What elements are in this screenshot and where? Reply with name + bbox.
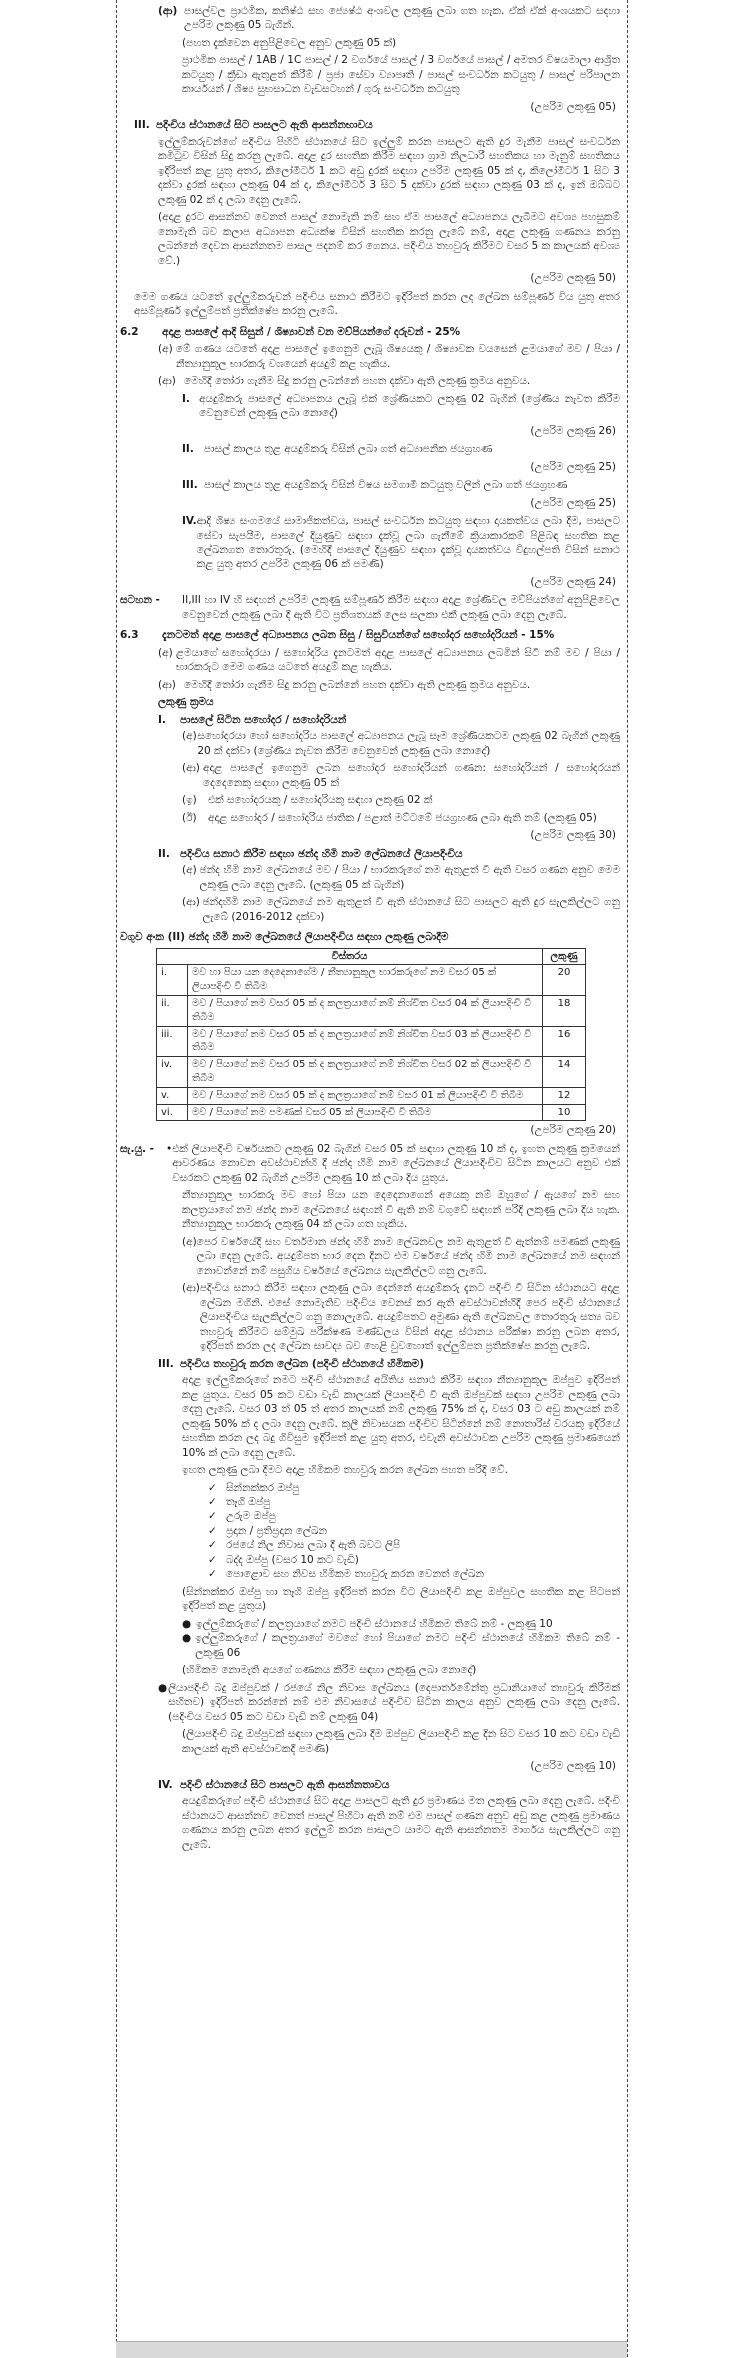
subsection-label: III. (134, 119, 150, 132)
note-label: සැ.යු. - (120, 1142, 155, 1155)
subsection-iv (158, 1778, 620, 1792)
max-score: (උපරිම ලකුණු 26) (530, 424, 616, 437)
item-text: පාසල්වල ප්‍රාථමික, කනිෂ්ඨ සහ ජ්‍යෙෂ්ඨ අංශවල ලකුණු ලබා ගත හැක. ඒක් ඒක් අංශයකට සදහා උපරිම ලකුණු 05 බැගින්. (184, 5, 620, 32)
table-cell-index: v. (157, 1087, 188, 1104)
item-label: (අ) (158, 646, 173, 659)
document-name: තෑගි ඔප්පු (226, 1496, 271, 1508)
list-item-text: ආදි ශිෂ්‍ය සංගමයේ සාමාජිකත්වය, පාසල් සංවර්ධන කටයුතු සඳහා දායකත්වය ලබා දීම, පාසලට සේවා සැපයීම, පාසලේ දියුණුව සඳහා දැක්වූ ලබා ගැනීමේ ක්‍රියාකාරකම් පිළිබඳ සහතික කළ ලේඛනගත තොරතුරු. (මෙහිදී පාසලේ දියුණුව සඳහා දැක්වූ දායකත්වය විදුහල්පති විසින් සනාථ කළ යුතු අතර උපරිම ලකුණු 06 ක් පමණි) (196, 515, 620, 571)
table-cell-index: i. (157, 965, 188, 996)
list-item-text: ඡන්ද හිමි නාම ලේඛනයේ මව / පියා / භාරකරුගේ නම ඇතුළත් වී ඇති වසර ගණන අනුව මෙම ලකුණු ලබා දෙනු ලැබේ. (ලකුණු 05 ක් බැගින්) (199, 864, 620, 891)
max-score: (උපරිම ලකුණු 05) (530, 100, 616, 113)
list-item-number: III. (182, 479, 198, 492)
list-item-label: (ආ) (182, 762, 200, 775)
subsection-heading: පාසලේ සිටින සහෝදර / සහෝදරියන් (180, 713, 347, 726)
list-item (182, 761, 620, 790)
document-list-item (208, 1524, 620, 1538)
table-row (157, 996, 586, 1027)
list-item-text: ඡන්දහිමි නාම ලේඛනයේ නම ඇතුළත් වී ඇති ස්ථානයේ සිට පාසලට ඇති දුර සැලකිල්ලට ගනු ලැබේ (2016-2012 දක්වා) (202, 896, 620, 923)
note-item-a (182, 1235, 620, 1278)
ownership-text: ඉල්ලුම්කරුගේ / කලත්‍රයාගේ මවගේ හෝ පියාගේ නමට පදිංචි ස්ථානයේ හිමිකම තිබේ නම් - ලකුණු 06 (195, 1632, 620, 1659)
item-text: මෙහිදී තෝරා ගැනීම සිදු කරනු ලබන්නේ පහත දක්වා ඇති ලකුණු ක්‍රමය අනුවය. (184, 678, 531, 691)
paragraph: අයදුම්කරුගේ පදිංචි ස්ථානයේ සිට අදාළ පාසලට ඇති දුර ප්‍රමාණය මත ලකුණු ලබා දෙනු ලැබේ. පදිංචි ස්ථානයට ආසන්නව වෙනත් පාසල් පිහිටා ඇති නම් එම පාසල් ගණන අනුව අඩු කළ ලකුණු ප්‍රමාණය ගණනය කරනු ලබන අතර ඉල්ලුම් කරන පාසලට යාමට ඇති ආසන්නතම මාර්ගය සැලකිල්ලට ගනු ලැබේ. (182, 1795, 620, 1851)
document-list-item (208, 1553, 620, 1567)
note-item-b (182, 1281, 620, 1353)
table-header-description: විස්තරය (157, 948, 543, 965)
subsection-heading: පදිංචි ස්ථානයේ සිට පාසලට ඇති ආසන්නතාවය (180, 1778, 390, 1791)
paragraph: අදාළ ඉල්ලුම්කරුගේ නමට පදිංචි ස්ථානයේ අයිතිය සනාථ කිරීම සඳහා නීත්‍යානුකූල ඔප්පුව ඉදිරිපත් කළ යුතුය. වසර 05 කට වඩා වැඩි කාලයක් ලියාපදිංචි වී ඇති ඔප්පුවක් සඳහා උපරිම ලකුණු ලබා දෙනු ලැබේ. වසර 03 ත් 05 ත් අතර කාලයක් නම් ලකුණු 75% ක් ද, වසර 03 ට අඩු කාලයක් නම් ලකුණු 50% ක් ද ලබා දෙනු ලැබේ. කුලී නිවාසයක පදිංචිව සිටින්නේ නම් නොතාරිස් වරයකු ඉදිරියේ සහතික කරන ලද බදු ගිවිසුම ඉදිරිපත් කළ යුතු අතර, එවැනි අවස්ථාවක උපරිම ලකුණු ප්‍රමාණයෙන් 10% ක් ලබා දෙනු ලැබේ. (182, 1374, 620, 1459)
bullet-icon: ● (182, 1617, 192, 1630)
check-icon: ✓ (208, 1568, 217, 1581)
check-icon: ✓ (208, 1496, 217, 1508)
ownership-bullet (182, 1617, 620, 1631)
documents-note: (සින්නක්කර ඔප්පු හා තෑගි ඔප්පු ඉදිරිපත් කරන විට ලියාපදිංචි කළ ඔප්පුවල සහතික කළ පිටපත් ඉදිරිපත් කළ යුතුය) (182, 1585, 620, 1613)
item-label: (අ) (158, 343, 173, 356)
subsection-label: III. (158, 1357, 174, 1370)
document-name: රජයේ නිල නිවාස ලබා දී ඇති බවට ලිපි (226, 1539, 401, 1552)
paragraph-note: (අදාළ දුරට ආසන්නව වෙනත් පාසල් නොමැති නම් සහ ඒම පාසලේ අධ්‍යාපනය ලැබීමට අවශ්‍ය පහසුකම් නොමැති බව කලාප අධ්‍යාපන අධ්‍යක්ෂ විසින් සහතික කරනු ලැබේ නම්, අදාළ ලකුණු ගණනය කරනු ලබන්නේ දෙවන ආසන්නතම පාසල පදනම් කර ගෙනය. පදිංචිය තහවුරු කිරීමට වසර 5 ක කාලයක් අවශ්‍ය වේ.) (158, 211, 620, 267)
table-row (157, 1057, 586, 1088)
table-cell-index: iv. (157, 1057, 188, 1088)
closing-paragraph: මෙම ගණය යටතේ ඉල්ලුම්කරුවන් පදිංචිය සනාථ කිරීමට ඉදිරිපත් කරන ලද ලේඛන සම්පූර්ණ විය යුතු අතර අසම්පූර්ණ ඉල්ලුම්පත් ප්‍රතික්ෂේප කරනු ලැබේ. (134, 290, 620, 318)
list-item (182, 478, 620, 492)
subsection-heading: පදිංචිය තහවුරු කරන ලේඛන (පදිංචි ස්ථානයේ හිමිකම) (180, 1357, 424, 1370)
item-label: (ආ) (158, 678, 176, 691)
table-caption: වගුව අංක (II) ඡන්ද හිමි නාම ලේඛනයේ ලියාපදිංචිය සඳහා ලකුණු ලබාදීම (120, 931, 449, 944)
item-note: (පහත දැක්වෙන අනුපිළිවෙල අනුව ලකුණු 05 ක්) (182, 36, 397, 49)
list-item (182, 793, 620, 807)
item-a (158, 646, 620, 675)
table-row (157, 1087, 586, 1104)
list-item (182, 514, 620, 572)
item-a (158, 342, 620, 371)
list-item-label: (අ) (182, 864, 197, 877)
table-cell-marks: 16 (543, 1026, 586, 1057)
check-icon: ✓ (208, 1553, 217, 1566)
max-score: (උපරිම ලකුණු 25) (530, 496, 616, 509)
table-cell-description: මව / පියාගේ නම පමණක් වසර 05 ක් ලියාපදිංචි වී තිබීම (188, 1104, 543, 1121)
table-cell-marks: 18 (543, 996, 586, 1027)
lease-text: ලියාපදිංචි බදු ඔප්පුවක් / රජයේ නිල නිවාස ලේඛනය (දෙපාර්තමේන්තු ප්‍රධානියාගේ තහවුරු කිරීමක් සහිතව) ඉදිරිපත් කරන්නේ නම් එම නිවාසයේ පදිංචිව සිටින කාලය අනුව ලකුණු ලබා දෙනු ලැබේ. (පදිංචිය වසර 05 කට වඩා වැඩි නම් ලකුණු 04) (168, 1681, 620, 1723)
list-item-label: (ඉ) (182, 794, 197, 807)
section-number: 6.2 (120, 325, 139, 338)
note-text: එක් ලියාපදිංචි වර්ෂයකට ලකුණු 02 බැගින් වසර 05 ක් සඳහා ලකුණු 10 ක් ද, ඉහත ලකුණු ක්‍රමයෙන් ආවරණය නොවන අවස්ථාවන්හි දී ඡන්ද හිමි නාම ලේඛනයේ ලියාපදිංචිව සිටින කාලයට අනුව එක් වසරකට ලකුණු 02 බැගින් උපරිම ලකුණු 10 ක් ලබා දිය යුතුය. (172, 1142, 620, 1184)
table-cell-index: ii. (157, 996, 188, 1027)
check-icon: ✓ (208, 1539, 217, 1552)
max-score: (උපරිම ලකුණු 10) (530, 1760, 616, 1773)
bullet-icon: ● (158, 1681, 168, 1694)
subsection-label: II. (158, 847, 170, 860)
subsection-i (158, 713, 620, 727)
table-cell-index: iii. (157, 1026, 188, 1057)
check-icon: ✓ (208, 1481, 217, 1494)
note (120, 1142, 620, 1185)
document-content (120, 4, 620, 1855)
list-item-text: අයදුම්කරු පාසලේ අධ්‍යාපනය ලැබූ එක් ශ්‍රේණියකට ලකුණු 02 බැගින් (ශ්‍රේණිය නැවත කිරීම වෙනුවෙන් ලකුණු ලබා නොදේ) (199, 392, 620, 420)
document-name: පොළොව සහ නිවස හිමිකම තහවුරු කරන වෙනත් ලේඛන (226, 1568, 485, 1581)
subsection-ii (158, 847, 620, 861)
list-item-text: අදාළ සහෝදර / සහෝදරිය ජාතික / පළාත් මට්ටමේ ජයග්‍රහණ ලබා ඇති නම් (ලකුණු 05) (208, 811, 597, 824)
list-item (182, 729, 620, 758)
bullet-icon: • (166, 1142, 173, 1155)
item-text: ළමයාගේ සහෝදරයා / සහෝදරිය දැනටමත් අදාළ පාසලේ අධ්‍යාපනය ලබමින් සිටී නම් මව / පියා / භාරකරුට මෙම ගණය යටතේ අයදුම් කළ හැකිය. (175, 646, 620, 674)
list-item-number: I. (182, 392, 190, 405)
table-cell-description: මව හා පියා යන දෙදෙනාගේම / නීත්‍යානුකූල භාරකරුගේ නම වසර 05 ක් ලියාපදිංචි වී තිබීම (188, 965, 543, 996)
item-label: (ආ) (158, 375, 176, 388)
document-list-item (208, 1538, 620, 1552)
lease-bullet (158, 1681, 620, 1724)
item-b (158, 374, 620, 388)
list-item-label: (අ) (182, 730, 197, 743)
table-header-marks: ලකුණු (543, 948, 586, 965)
item-label: (ආ) (158, 5, 178, 17)
document-name: උරුම ඔප්පු (226, 1510, 276, 1523)
table-row (157, 1104, 586, 1121)
documents-intro: ඉහත ලකුණු ලබා දීමට අදාළ හිමිකම තහවුරු කරන ලේඛන පහත පරිදි වේ. (182, 1464, 508, 1477)
table-cell-marks: 14 (543, 1057, 586, 1088)
document-list-item (208, 1495, 620, 1509)
max-score: (උපරිම ලකුණු 25) (530, 460, 616, 473)
subsection-heading: පදිංචිය සනාථ කිරීම සඳහා ඡන්ද හිමි නාම ලේඛනයේ ලියාපදිංචිය (180, 847, 463, 860)
section-6-2 (120, 325, 620, 339)
ownership-bullet (182, 1631, 620, 1660)
section-heading: අදාළ පාසලේ ආදි සිසුන් / ශිෂ්‍යාවන් වන මව්පියන්ගේ දරුවන් - 25% (162, 325, 461, 338)
note (120, 593, 620, 622)
table-cell-marks: 20 (543, 965, 586, 996)
right-margin-line (627, 0, 628, 2357)
subsection-label: IV. (158, 1778, 173, 1791)
registration-marks-table (156, 948, 586, 1122)
marks-title: ලකුණු ක්‍රමය (158, 696, 214, 709)
subsection-iii (158, 1357, 620, 1371)
max-score: (උපරිම ලකුණු 50) (530, 272, 616, 285)
list-item-number: II. (182, 443, 194, 456)
list-item-text: පාසල් කාලය තුළ අයදුම්කරු විසින් ලබා ගත් අධ්‍යාපනික ජයග්‍රහණ (204, 443, 493, 456)
table-row (157, 1026, 586, 1057)
list-item-number: IV. (182, 515, 197, 528)
subsection-iii (134, 118, 620, 132)
table-cell-marks: 10 (543, 1104, 586, 1121)
page-footer-bar (116, 2341, 627, 2358)
ownership-note: (හිමිකම නොමැති අයගේ ගණනය කිරීම සඳහා ලකුණු ලබා නොදේ) (182, 1664, 477, 1677)
list-item-text: එක් සහෝදරයකු / සහෝදරියකු සඳහා ලකුණු 02 ක් (208, 794, 433, 807)
table-cell-index: vi. (157, 1104, 188, 1121)
paragraph: ඉල්ලුම්කරුවන්ගේ පදිංචිය පිහිටි ස්ථානයේ සිට ඉල්ලුම් කරන පාසලට ඇති දුර මැනීම පාසල් සංවර්ධන කමිටුව විසින් සිදු කරනු ලැබේ. අදාළ දුර සහතික කිරීම සඳහා ග්‍රාම නිලධාරී සහතිකය හා මැනුම් සහතිකය ඉදිරිපත් කළ යුතු අතර, කිලෝමීටර් 1 කට අඩු දුරක් සඳහා උපරිම ලකුණු 05 ක් ද, කිලෝමීටර් 1 සිට 3 දක්වා දුරක් සඳහා ලකුණු 04 ක් ද, කිලෝමීටර් 3 සිට 5 දක්වා දුරක් සඳහා ලකුණු 03 ක් ද, ඉන් ඔබ්බට ලකුණු 02 ක් ද ලබා දෙනු ලැබේ. (158, 135, 620, 206)
table-row (157, 965, 586, 996)
note-text-continued: නීත්‍යානුකූල භාරකරු මව හෝ පියා යන දෙදෙනාගෙන් අයෙකු නම් ඔහුගේ / ඇයගේ නම සහ කලත්‍රයාගේ නම ඡන්ද නාම ලේඛනයේ සඳහන් වී ඇති නම් වගුවේ සඳහන් පරිදි ලකුණු ලබා දිය හැක. නීත්‍යානුකූල භාරකරු ලකුණු 04 ක් ලබා ගත හැකිය. (182, 1189, 620, 1231)
table-header-row (157, 948, 586, 965)
item-a (158, 4, 620, 33)
item-list: ප්‍රාථමික පාසල් / 1AB / 1C පාසල් / 2 වර්ගයේ පාසල් / 3 වර්ගයේ පාසල් / අමතර විෂයමාලා ආශ්‍රිත කටයුතු / ක්‍රීඩා ඇතුළත් කිරීම් / ප්‍රජා සේවා ව්‍යාපෘති / පාසල් සංවර්ධන කටයුතු / පාසල් පරිපාලන කාර්යයන් / ශිෂ්‍ය සුභසාධන වැඩසටහන් / ගුරු සංවර්ධන කටයුතු (182, 54, 620, 96)
list-item (182, 392, 620, 421)
document-name: බද්ද ඔප්පු (වසර 10 කට වැඩි) (226, 1553, 359, 1566)
bullet-icon: ● (182, 1632, 192, 1645)
note-item-text: පදිංචිය සනාථ කිරීම සඳහා ලකුණු ලබා දෙන්නේ අයදුම්කරු දැනට පදිංචි වී සිටින ස්ථානයට අදාළ ලේඛන මගිනි. එසේ නොමැතිව පදිංචිය වෙනස් කර ඇති අවස්ථාවන්හිදී පෙර පදිංචි ස්ථානයේ ලියාපදිංචිය සැලකිල්ලට ගනු නොලැබේ. අයදුම්පතට අමුණා ඇති ලේඛනවල තොරතුරු සත්‍ය බව තහවුරු කිරීමට සම්මුඛ පරීක්ෂණ මණ්ඩලය විසින් අදාළ ස්ථානය පරීක්ෂා කරනු ලබන අතර, ඉදිරිපත් කරන ලද ලේඛන සාවද්‍ය බව හෙළි වුවහොත් ඉල්ලුම්පත ප්‍රතික්ෂේප කරනු ලැබේ. (199, 1282, 620, 1353)
document-name: සින්නක්කර ඔප්පු (226, 1481, 300, 1494)
subsection-label: I. (158, 713, 166, 726)
document-list-item (208, 1509, 620, 1523)
check-icon: ✓ (208, 1510, 217, 1523)
list-item-label: (ආ) (182, 896, 200, 909)
table-cell-marks: 12 (543, 1087, 586, 1104)
note-item-text: පෙර වර්ෂයේදී සහ වර්තමාන ඡන්ද හිමි නාම ලේඛනවල නම ඇතුළත් වී ඇත්නම් පමණක් ලකුණු ලබා දෙනු ලැබේ. අයදුම්පත භාර දෙන දිනට එම වර්ෂයේ ඡන්ද හිමි නාම ලේඛනයේ නම සඳහන් නොවන්නේ නම් පසුගිය වර්ෂයේ ලේඛනය සැලකිල්ලට ගනු ලැබේ. (196, 1235, 620, 1277)
max-score: (උපරිම ලකුණු 30) (530, 829, 616, 842)
document-name: ප්‍රදාන / ප්‍රතිප්‍රදාන ලේඛන (226, 1524, 327, 1537)
list-item-text: සහෝදරයා හෝ සහෝදරිය පාසලේ අධ්‍යාපනය ලැබූ සෑම ශ්‍රේණියකටම ලකුණු 02 බැගින් ලකුණු 20 ක් දක්වා (ශ්‍රේණිය නැවත කිරීම වෙනුවෙන් ලකුණු ලබා නොදේ) (197, 730, 620, 757)
table-cell-description: මව / පියාගේ නම වසර 05 ක් ද කලත්‍රයාගේ නම් නිශ්චිත වසර 03 ක් ලියාපදිංචි වී තිබීම (188, 1026, 543, 1057)
list-item (182, 811, 620, 825)
lease-note: (ලියාපදිංචි බදු ඔප්පුවක් සඳහා ලකුණු ලබා දීම ඔප්පුව ලියාපදිංචි කළ දින සිට වසර 10 කට වඩා වැඩි කාලයක් ඇති අවස්ථාවකදී පමණි) (182, 1728, 620, 1755)
note-item-label: (අ) (182, 1235, 197, 1248)
table-cell-description: මව / පියාගේ නම වසර 05 ක් ද කලත්‍රයාගේ නම් නිශ්චිත වසර 04 ක් ලියාපදිංචි වී තිබීම (188, 996, 543, 1027)
item-text: මෙහිදී තෝරා ගැනීම සිදු කරනු ලබන්නේ පහත දක්වා ඇති ලකුණු ක්‍රමය අනුවය. (184, 375, 531, 388)
ownership-text: ඉල්ලුම්කරුගේ / කලත්‍රයාගේ නමට පදිංචි ස්ථානයේ හිමිකම තිබේ නම් - ලකුණු 10 (196, 1617, 553, 1630)
max-score: (උපරිම ලකුණු 20) (530, 1124, 616, 1137)
note-item-label: (ආ) (182, 1282, 200, 1295)
max-score: (උපරිම ලකුණු 24) (530, 575, 616, 588)
item-text: මේ ගණය යටතේ අදාළ පාසලේ ඉගෙනුම ලැබූ ශිෂ්‍යයකු / ශිෂ්‍යාවක වයසෙන් ළමයාගේ මව / පියා / නීත්‍යානුකූල භාරකරු වශයෙන් අයදුම් කළ හැකිය. (175, 343, 620, 370)
item-b (158, 678, 620, 692)
section-heading: දැනටමත් අදාළ පාසලේ අධ්‍යාපනය ලබන සිසු / සිසුවියන්ගේ සහෝදර සහෝදරියන් - 15% (162, 629, 555, 642)
list-item (182, 442, 620, 456)
table-cell-description: මව / පියාගේ නම වසර 05 ක් ද කලත්‍රයාගේ නම් නිශ්චිත වසර 02 ක් ලියාපදිංචි වී තිබීම (188, 1057, 543, 1088)
note-label: සටහන - (120, 594, 160, 607)
document-list-item (208, 1567, 620, 1581)
table-cell-description: මව / පියාගේ නම වසර 05 ක් ද කලත්‍රයාගේ නම් වසර 01 ක් ලියාපදිංචි වී තිබීම (188, 1087, 543, 1104)
list-item (182, 895, 620, 924)
section-number: 6.3 (120, 629, 139, 642)
note-text: II,III හා IV හි සඳහන් උපරිම ලකුණු සම්පූර්ණ කිරීම සඳහා අදාළ ශ්‍රේණිවල මව්පියන්ගේ අනුපිළිවෙල වෙනුවෙන් ලකුණු ලබා දී ඇති විට ප්‍රතිශතයක් ලෙස සලකා එකී ලකුණු ලබා දෙනු ලැබේ. (182, 594, 620, 621)
check-icon: ✓ (208, 1524, 217, 1537)
subsection-heading: පදිංචිය ස්ථානයේ සිට පාසලට ඇති ආසන්නභාවය (156, 119, 373, 132)
list-item-label: (ඊ) (182, 811, 197, 824)
list-item-text: පාසල් කාලය තුළ අයදුම්කරු විසින් විෂය සමගාමී කටයුතු වලින් ලබා ගත් ජයග්‍රහණ (204, 479, 568, 492)
document-list-item (208, 1481, 620, 1495)
section-6-3 (120, 628, 620, 642)
list-item (182, 863, 620, 892)
left-margin-line (116, 0, 117, 2357)
list-item-text: අදාළ පාසලේ ඉගෙනුම ලබන සහෝදර සහෝදරියන් ගණන: සහෝදරියන් / සහෝදරයන් දෙදෙනෙකු සඳහා ලකුණු 05 ක් (203, 762, 620, 789)
